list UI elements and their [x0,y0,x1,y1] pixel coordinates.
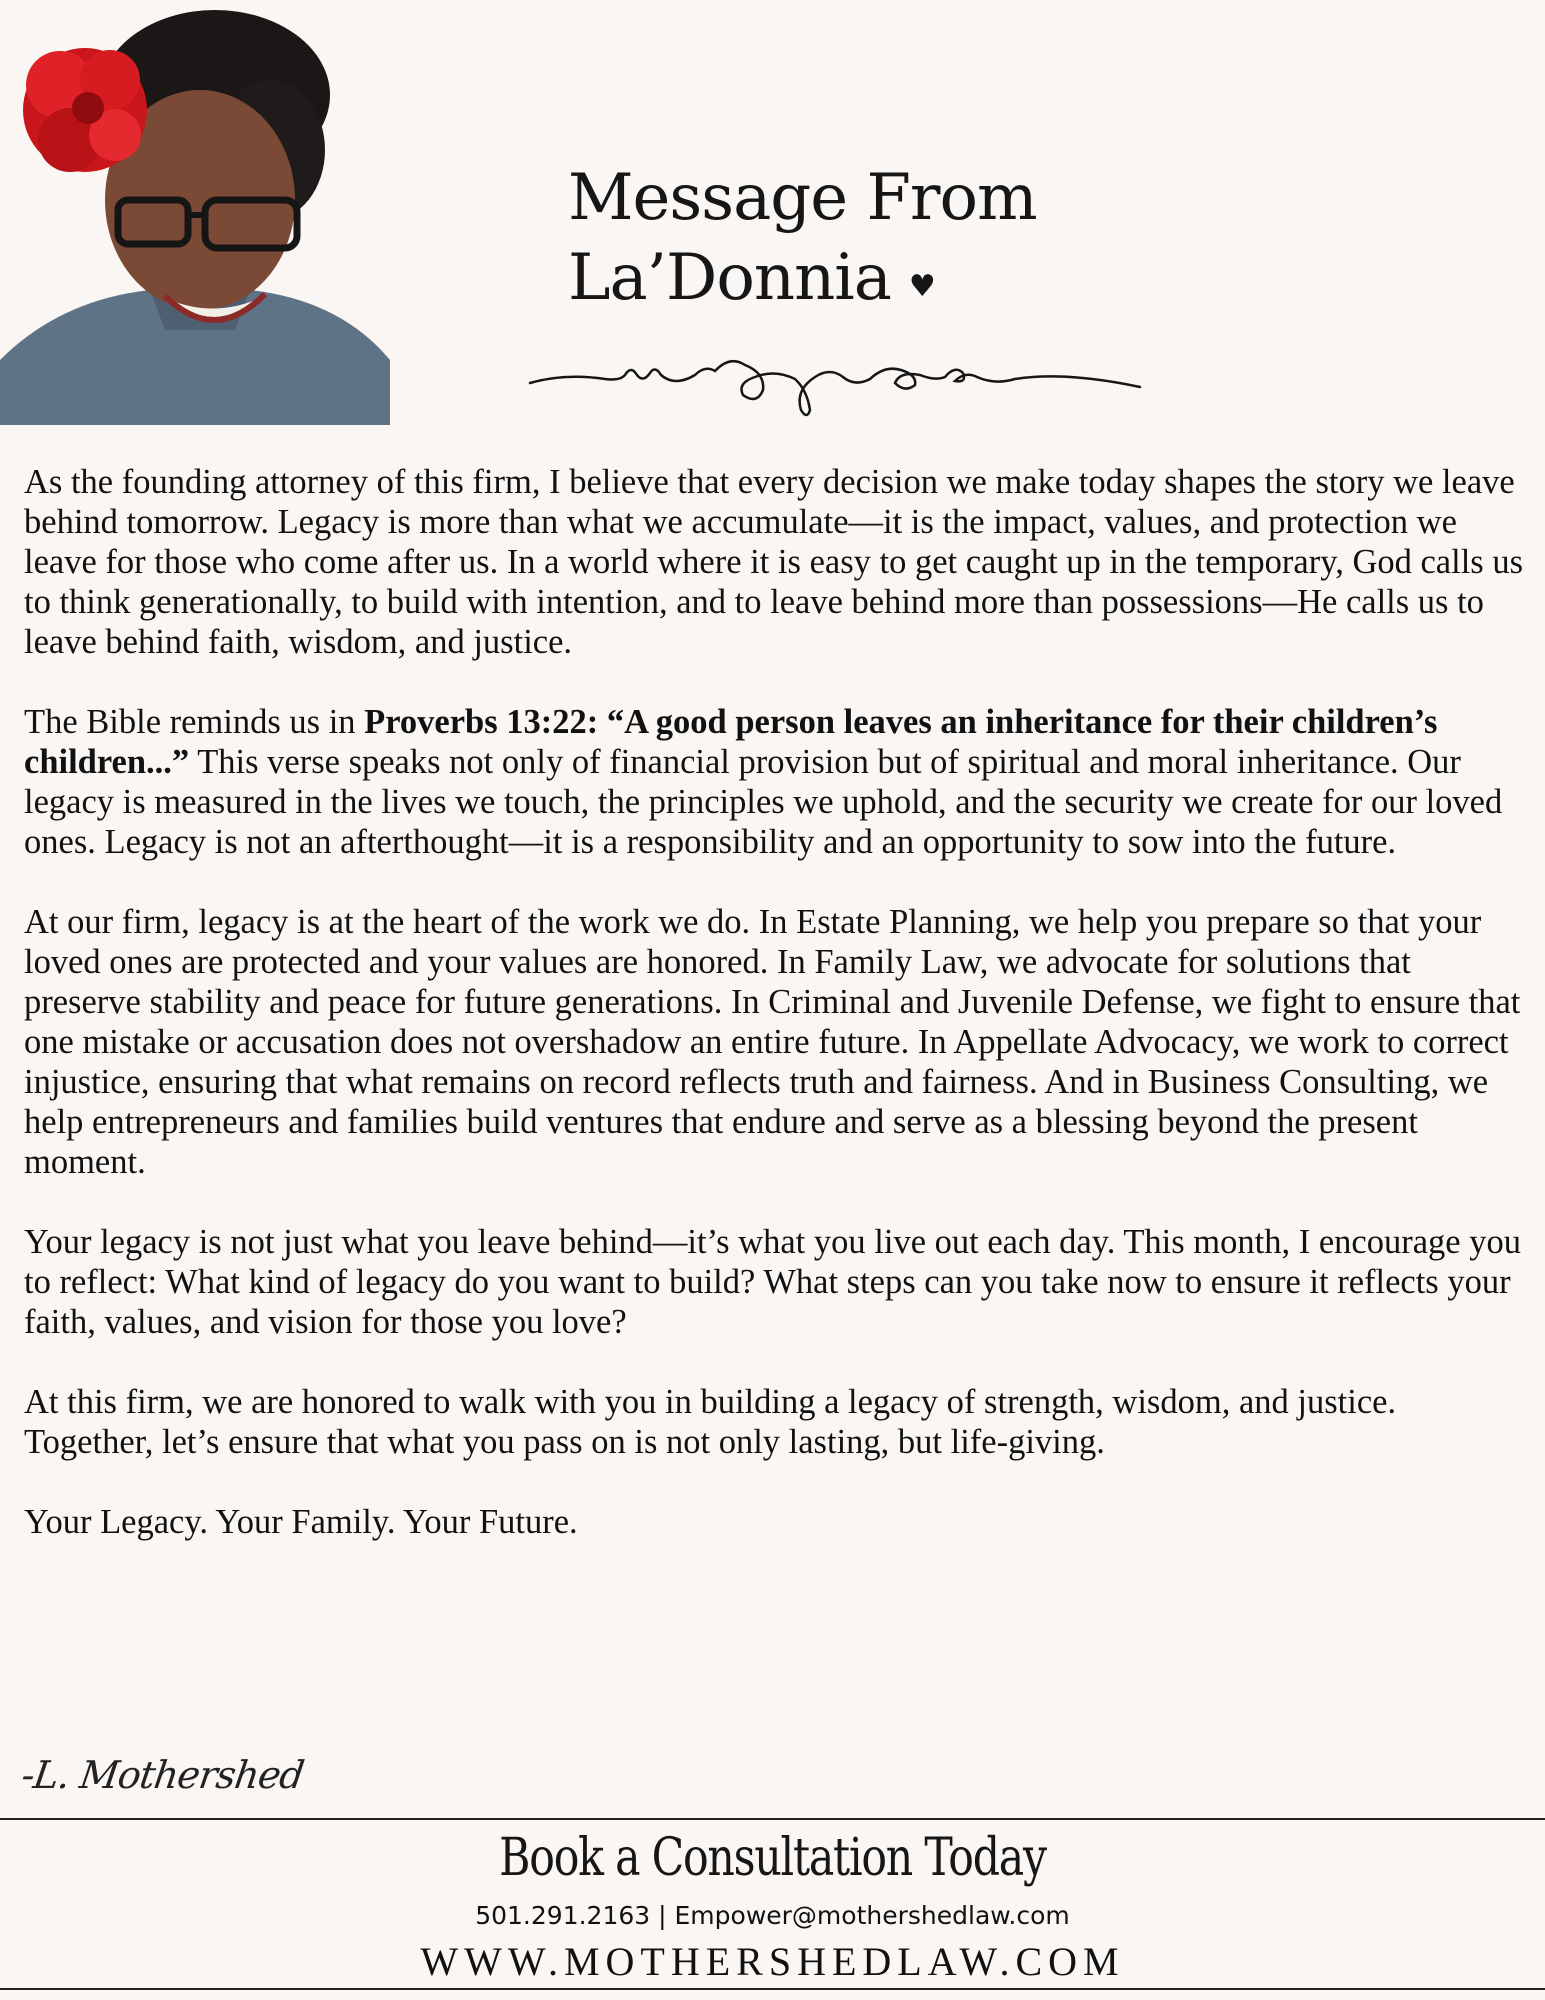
message-body [24,462,1529,1582]
contact-line [0,1901,1545,1930]
decorative-flourish [525,335,1145,425]
paragraph-2 [24,702,1529,862]
paragraph-1: As the founding attorney of this firm, I believe that every decision we make today shapes the story we leave behind tomorrow. Legacy is more than what we accumulate—it is the impact, values, and protection we leave for those who come after us. In a world where it is easy to get caught up in the temporary, God calls us to think generationally, to build with intention, and to leave behind more than possessions—He calls us to leave behind faith, wisdom, and justice. [24,463,1524,661]
title-name: La’Donnia [568,241,891,315]
paragraph-3: At our firm, legacy is at the heart of the work we do. In Estate Planning, we help you prepare so that your loved ones are protected and your values are honored. In Family Law, we advocate for solutions that preserve stability and peace for future generations. In Criminal and Juvenile Defense, we fight to ensure that one mistake or accusation does not overshadow an entire future. In Appellate Advocacy, we work to correct injustice, ensuring that what remains on record reflects truth and fairness. And in Business Consulting, we help entrepreneurs and families build ventures that endure and serve as a blessing beyond the present moment. [24,903,1521,1181]
consultation-cta: Book a Consultation Today [499,1828,1046,1888]
author-photo [0,0,390,425]
page-title [568,158,1037,323]
scripture-quote: Proverbs 13:22: “A good person leaves an inheritance for their children’s children...” [24,703,1438,781]
paragraph-2-rest: This verse speaks not only of financial provision but of spiritual and moral inheritance. Our legacy is measured in the lives we touch, the principles we uphold, and the security we create for our loved ones. Legacy is not an afterthought—it is a responsibility and an opportunity to sow into the future. [24,743,1503,861]
tagline: Your Legacy. Your Family. Your Future. [24,1503,578,1541]
phone-number[interactable]: 501.291.2163 [475,1901,651,1930]
contact-separator: | [658,1901,667,1930]
paragraph-2-lead: The Bible reminds us in [24,703,365,741]
title-line-2 [568,238,1037,323]
footer-top-divider [0,1818,1545,1820]
website-link[interactable]: WWW.MOTHERSHEDLAW.COM [420,1939,1125,1984]
signature: -L. Mothershed [18,1753,307,1797]
paragraph-4: Your legacy is not just what you leave behind—it’s what you live out each day. This month, I encourage you to reflect: What kind of legacy do you want to build? What steps can you take now to ensure it reflects your faith, values, and vision for those you love? [24,1223,1521,1341]
footer-bottom-divider [0,1988,1545,1990]
title-line-1: Message From [568,161,1037,235]
heart-icon: ♥ [908,268,935,304]
email-link[interactable]: Empower@mothershedlaw.com [674,1901,1070,1930]
paragraph-5: At this firm, we are honored to walk with you in building a legacy of strength, wisdom, and justice. Together, let’s ensure that what you pass on is not only lasting, but life-giving. [24,1383,1397,1461]
